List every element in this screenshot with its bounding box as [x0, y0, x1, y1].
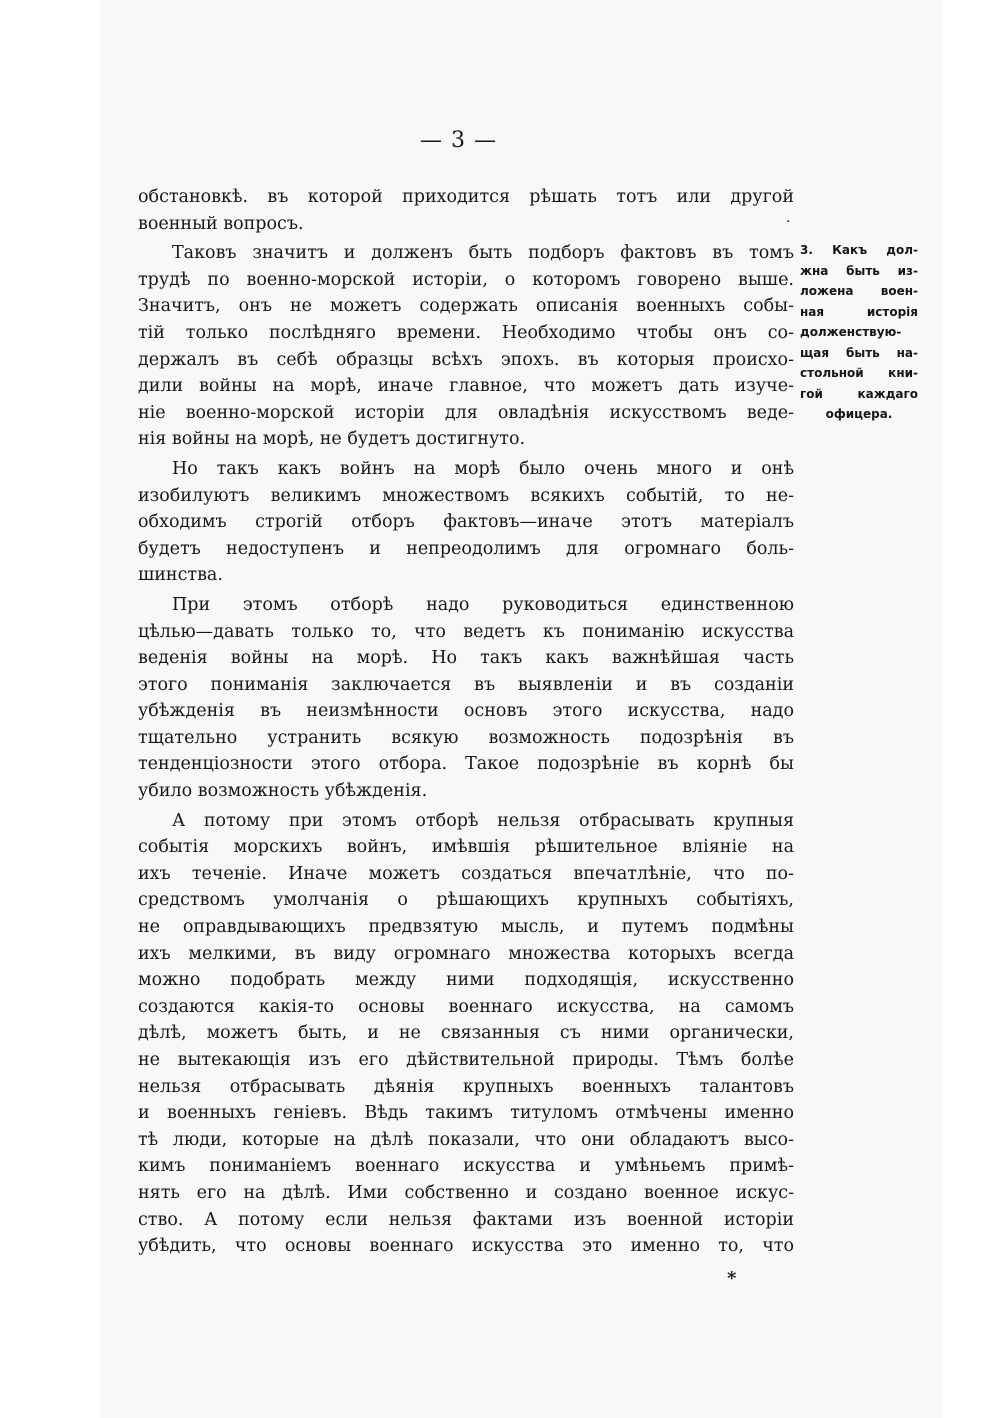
- text-line: нельзя отбрасывать дѣянія крупныхъ военныхъ талантовъ: [138, 1076, 794, 1097]
- text-line: ніе военно-морской исторіи для овладѣнія искусствомъ веде-: [138, 402, 794, 423]
- text-line: Таковъ значитъ и долженъ быть подборъ фактовъ въ томъ: [172, 243, 794, 264]
- text-line: убѣдить, что основы военнаго искусства это именно то, что: [138, 1236, 794, 1257]
- text-line: изобилуютъ великимъ множествомъ всякихъ событій, то не-: [138, 485, 794, 506]
- text-line: кимъ пониманіемъ военнаго искусства и умѣньемъ примѣ-: [138, 1156, 794, 1177]
- text-line: убѣжденія въ неизмѣнности основъ этого искусства, надо: [138, 701, 794, 722]
- text-line: этого пониманія заключается въ выявленіи и въ созданіи: [138, 674, 794, 695]
- text-line: трудѣ по военно-морской исторіи, о которомъ говорено выше.: [138, 269, 794, 290]
- text-line: Значитъ, онъ не можетъ содержать описанія военныхъ собы-: [138, 296, 794, 317]
- text-line: При этомъ отборѣ надо руководиться единственною: [172, 594, 794, 615]
- text-line: нія войны на морѣ, не будетъ достигнуто.: [138, 429, 526, 450]
- text-line: нять его на дѣлѣ. Ими собственно и создано военное искус-: [138, 1182, 794, 1203]
- margin-dot-mark: .: [786, 210, 791, 226]
- text-line: обходимъ строгій отборъ фактовъ—иначе этотъ матеріалъ: [138, 512, 794, 533]
- text-line: событія морскихъ войнъ, имѣвшія рѣшительное вліяніе на: [138, 837, 794, 858]
- text-line: веденія войны на морѣ. Но такъ какъ важнѣйшая часть: [138, 648, 794, 669]
- text-line: и военныхъ геніевъ. Вѣдь такимъ титуломъ отмѣчены именно: [138, 1103, 794, 1124]
- footnote-star-mark: *: [727, 1268, 737, 1289]
- paragraph-5: [138, 808, 794, 1260]
- sidenote-line: стольной кни-: [800, 366, 918, 380]
- page-number-text: — 3 —: [420, 128, 497, 153]
- sidenote-line: щая быть на-: [800, 345, 918, 360]
- text-line: тенденціозности этого отбора. Такое подозрѣніе въ корнѣ бы: [138, 754, 794, 775]
- text-line: тщательно устранить всякую возможность подозрѣнія въ: [138, 727, 794, 748]
- text-line: будетъ недоступенъ и непреодолимъ для огромнаго боль-: [138, 538, 794, 559]
- text-line: дили войны на морѣ, иначе главное, что можетъ дать изуче-: [138, 376, 794, 397]
- text-line: средствомъ умолчанія о рѣшающихъ крупныхъ событіяхъ,: [138, 890, 794, 911]
- text-line: держалъ въ себѣ образцы всѣхъ эпохъ. въ которыя происхо-: [138, 349, 794, 370]
- paragraph-1: [138, 184, 794, 237]
- text-line: дѣлѣ, можетъ быть, и не связанныя съ ними органически,: [138, 1023, 794, 1044]
- text-line: военный вопросъ.: [138, 213, 304, 234]
- body-text: [138, 184, 794, 1260]
- text-line: тѣ люди, которые на дѣлѣ показали, что они обладаютъ высо-: [138, 1129, 794, 1150]
- sidenote-line: долженствую-: [800, 325, 902, 339]
- text-line: можно подобрать между ними подходящія, искусственно: [138, 970, 794, 991]
- paragraph-3: [138, 456, 794, 589]
- paragraph-2: [138, 240, 794, 453]
- text-line: ихъ теченіе. Иначе можетъ создаться впечатлѣніе, что по-: [138, 863, 794, 884]
- text-line: обстановкѣ. въ которой приходится рѣшать тотъ или другой: [138, 187, 794, 207]
- sidenote-line: гой каждаго: [800, 386, 918, 401]
- sidenote-line: 3. Какъ дол-: [800, 243, 918, 257]
- text-line: шинства.: [138, 565, 223, 586]
- text-line: не оправдывающихъ предвзятую мысль, и путемъ подмѣны: [138, 917, 794, 938]
- sidenote-line: ложена воен-: [800, 284, 918, 298]
- text-line: тій только послѣдняго времени. Необходимо чтобы онъ со-: [138, 322, 794, 343]
- text-line: не вытекающія изъ его дѣйствительной природы. Тѣмъ болѣе: [138, 1050, 794, 1070]
- text-line: создаются какія-то основы военнаго искусства, на самомъ: [138, 996, 794, 1017]
- text-line: ство. А потому если нельзя фактами изъ военной исторіи: [138, 1209, 794, 1230]
- text-line: А потому при этомъ отборѣ нельзя отбрасывать крупныя: [172, 810, 794, 831]
- sidenote-line: офицера.: [825, 407, 893, 421]
- sidenote-line: ная исторія: [800, 304, 918, 319]
- text-line: убило возможность убѣжденія.: [138, 781, 428, 802]
- text-line: цѣлью—давать только то, что ведетъ къ пониманію искусства: [138, 621, 794, 642]
- paragraph-4: [138, 592, 794, 805]
- text-line: Но такъ какъ войнъ на морѣ было очень много и онѣ: [172, 458, 794, 479]
- text-line: ихъ мелкими, въ виду огромнаго множества которыхъ всегда: [138, 943, 794, 964]
- sidenote-line: жна быть из-: [800, 263, 918, 278]
- margin-sidenote: [800, 240, 918, 425]
